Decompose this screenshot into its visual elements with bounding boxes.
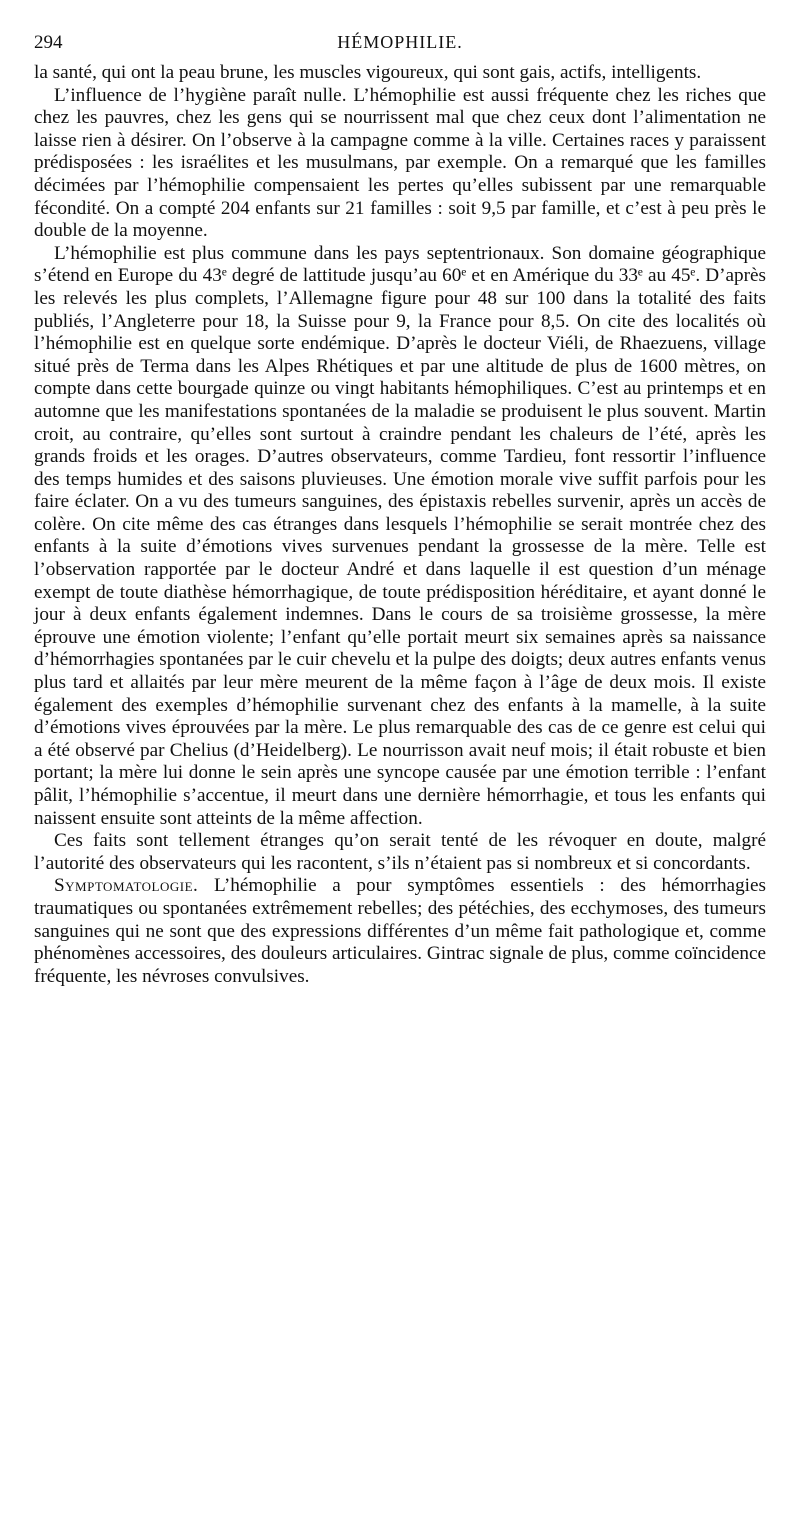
page-number: 294 [34, 32, 63, 53]
paragraph-continuation: la santé, qui ont la peau brune, les muscles vigoureux, qui sont gais, actifs, intelligents. [34, 62, 702, 83]
paragraph-geography: L’hémophilie est plus commune dans les pays septentrionaux. Son domaine géographique s’étend en Europe du 43ᵉ degré de lattitude jusqu’au 60ᵉ et en Amérique du 33ᵉ au 45ᵉ. D’après les relevés les plus complets, l’Allemagne figure pour 48 sur 100 dans la totalité des faits publiés, l’Angleterre pour 18, la Suisse pour 9, la France pour 8,5. On cite des localités où l’hémophilie est en quelque sorte endémique. D’après le docteur Viéli, de Rhaezuens, village situé près de Terma dans les Alpes Rhétiques et par une altitude de plus de 1600 mètres, on compte dans cette bourgade quinze ou vingt habitants hémophiliques. C’est au printemps et en automne que les manifestations spontanées de la maladie se produisent le plus souvent. Martin croit, au contraire, qu’elles sont surtout à craindre pendant les chaleurs de l’été, après les grands froids et les orages. D’autres observateurs, comme Tardieu, font ressortir l’influence des temps humides et des saisons pluvieuses. Une émotion morale vive suffit parfois pour les faire éclater. On a vu des tumeurs sanguines, des épistaxis rebelles survenir, après un accès de colère. On cite même des cas étranges dans lesquels l’hémophilie se serait montrée chez des enfants à la suite d’émotions vives survenues pendant la grossesse de la mère. Telle est l’observation rapportée par le docteur André et dans laquelle il est question d’un ménage exempt de toute diathèse hémorrhagique, de toute prédisposition héréditaire, et ayant donné le jour à deux enfants également indemnes. Dans le cours de sa troisième grossesse, la mère éprouve une émotion violente; l’enfant qu’elle portait meurt six semaines après sa naissance d’hémorrhagies spontanées par le cuir chevelu et la pulpe des doigts; deux autres enfants venus plus tard et allaités par leur mère meurent de la même façon à l’âge de deux mois. Il existe également des exemples d’hémophilie survenant chez des enfants à la mamelle, à la suite d’émotions vives éprouvées par la mère. Le plus remarquable des cas de ce genre est celui qui a été observé par Chelius (d’Heidelberg). Le nourrisson avait neuf mois; il était robuste et bien portant; la mère lui donne le sein après une syncope causée par une émotion terrible : l’enfant pâlit, l’hémophilie s’accentue, il meurt dans une dernière hémorrhagie, et tous les enfants qui naissent ensuite sont atteints de la même affection. [34, 242, 766, 829]
paragraph-hygiene: L’influence de l’hygiène paraît nulle. L’hémophilie est aussi fréquente chez les riches que chez les pauvres, chez les gens qui se nourrissent mal que chez ceux dont l’alimentation ne laisse rien à désirer. On l’observe à la campagne comme à la ville. Certaines races y paraissent prédisposées : les israélites et les musulmans, par exemple. On a remarqué que les familles décimées par l’hémophilie compensaient les pertes qu’elles subissent par une remarquable fécondité. On a compté 204 enfants sur 21 familles : soit 9,5 par famille, et c’est à peu près le double de la moyenne. [34, 84, 766, 242]
page-header [34, 28, 766, 58]
body-text [34, 62, 766, 988]
section-heading-symptomatology: Symptomatologie. [54, 875, 199, 897]
document-page [34, 28, 766, 988]
paragraph-symptomatology [34, 875, 766, 988]
running-title: HÉMOPHILIE. [337, 32, 463, 52]
paragraph-doubt: Ces faits sont tellement étranges qu’on serait tenté de les révoquer en doute, malgré l’autorité des observateurs qui les racontent, s’ils n’étaient pas si nombreux et si concordants. [34, 830, 766, 874]
symptomatology-text: L’hémophilie a pour symptômes essentiels : des hémorrhagies traumatiques ou spontanées extrêmement rebelles; des pétéchies, des ecchymoses, des tumeurs sanguines qui ne sont que des expressions différentes d’un même fait pathologique et, comme phénomènes accessoires, des douleurs articulaires. Gintrac signale de plus, comme coïncidence fréquente, les névroses convulsives. [34, 875, 766, 987]
